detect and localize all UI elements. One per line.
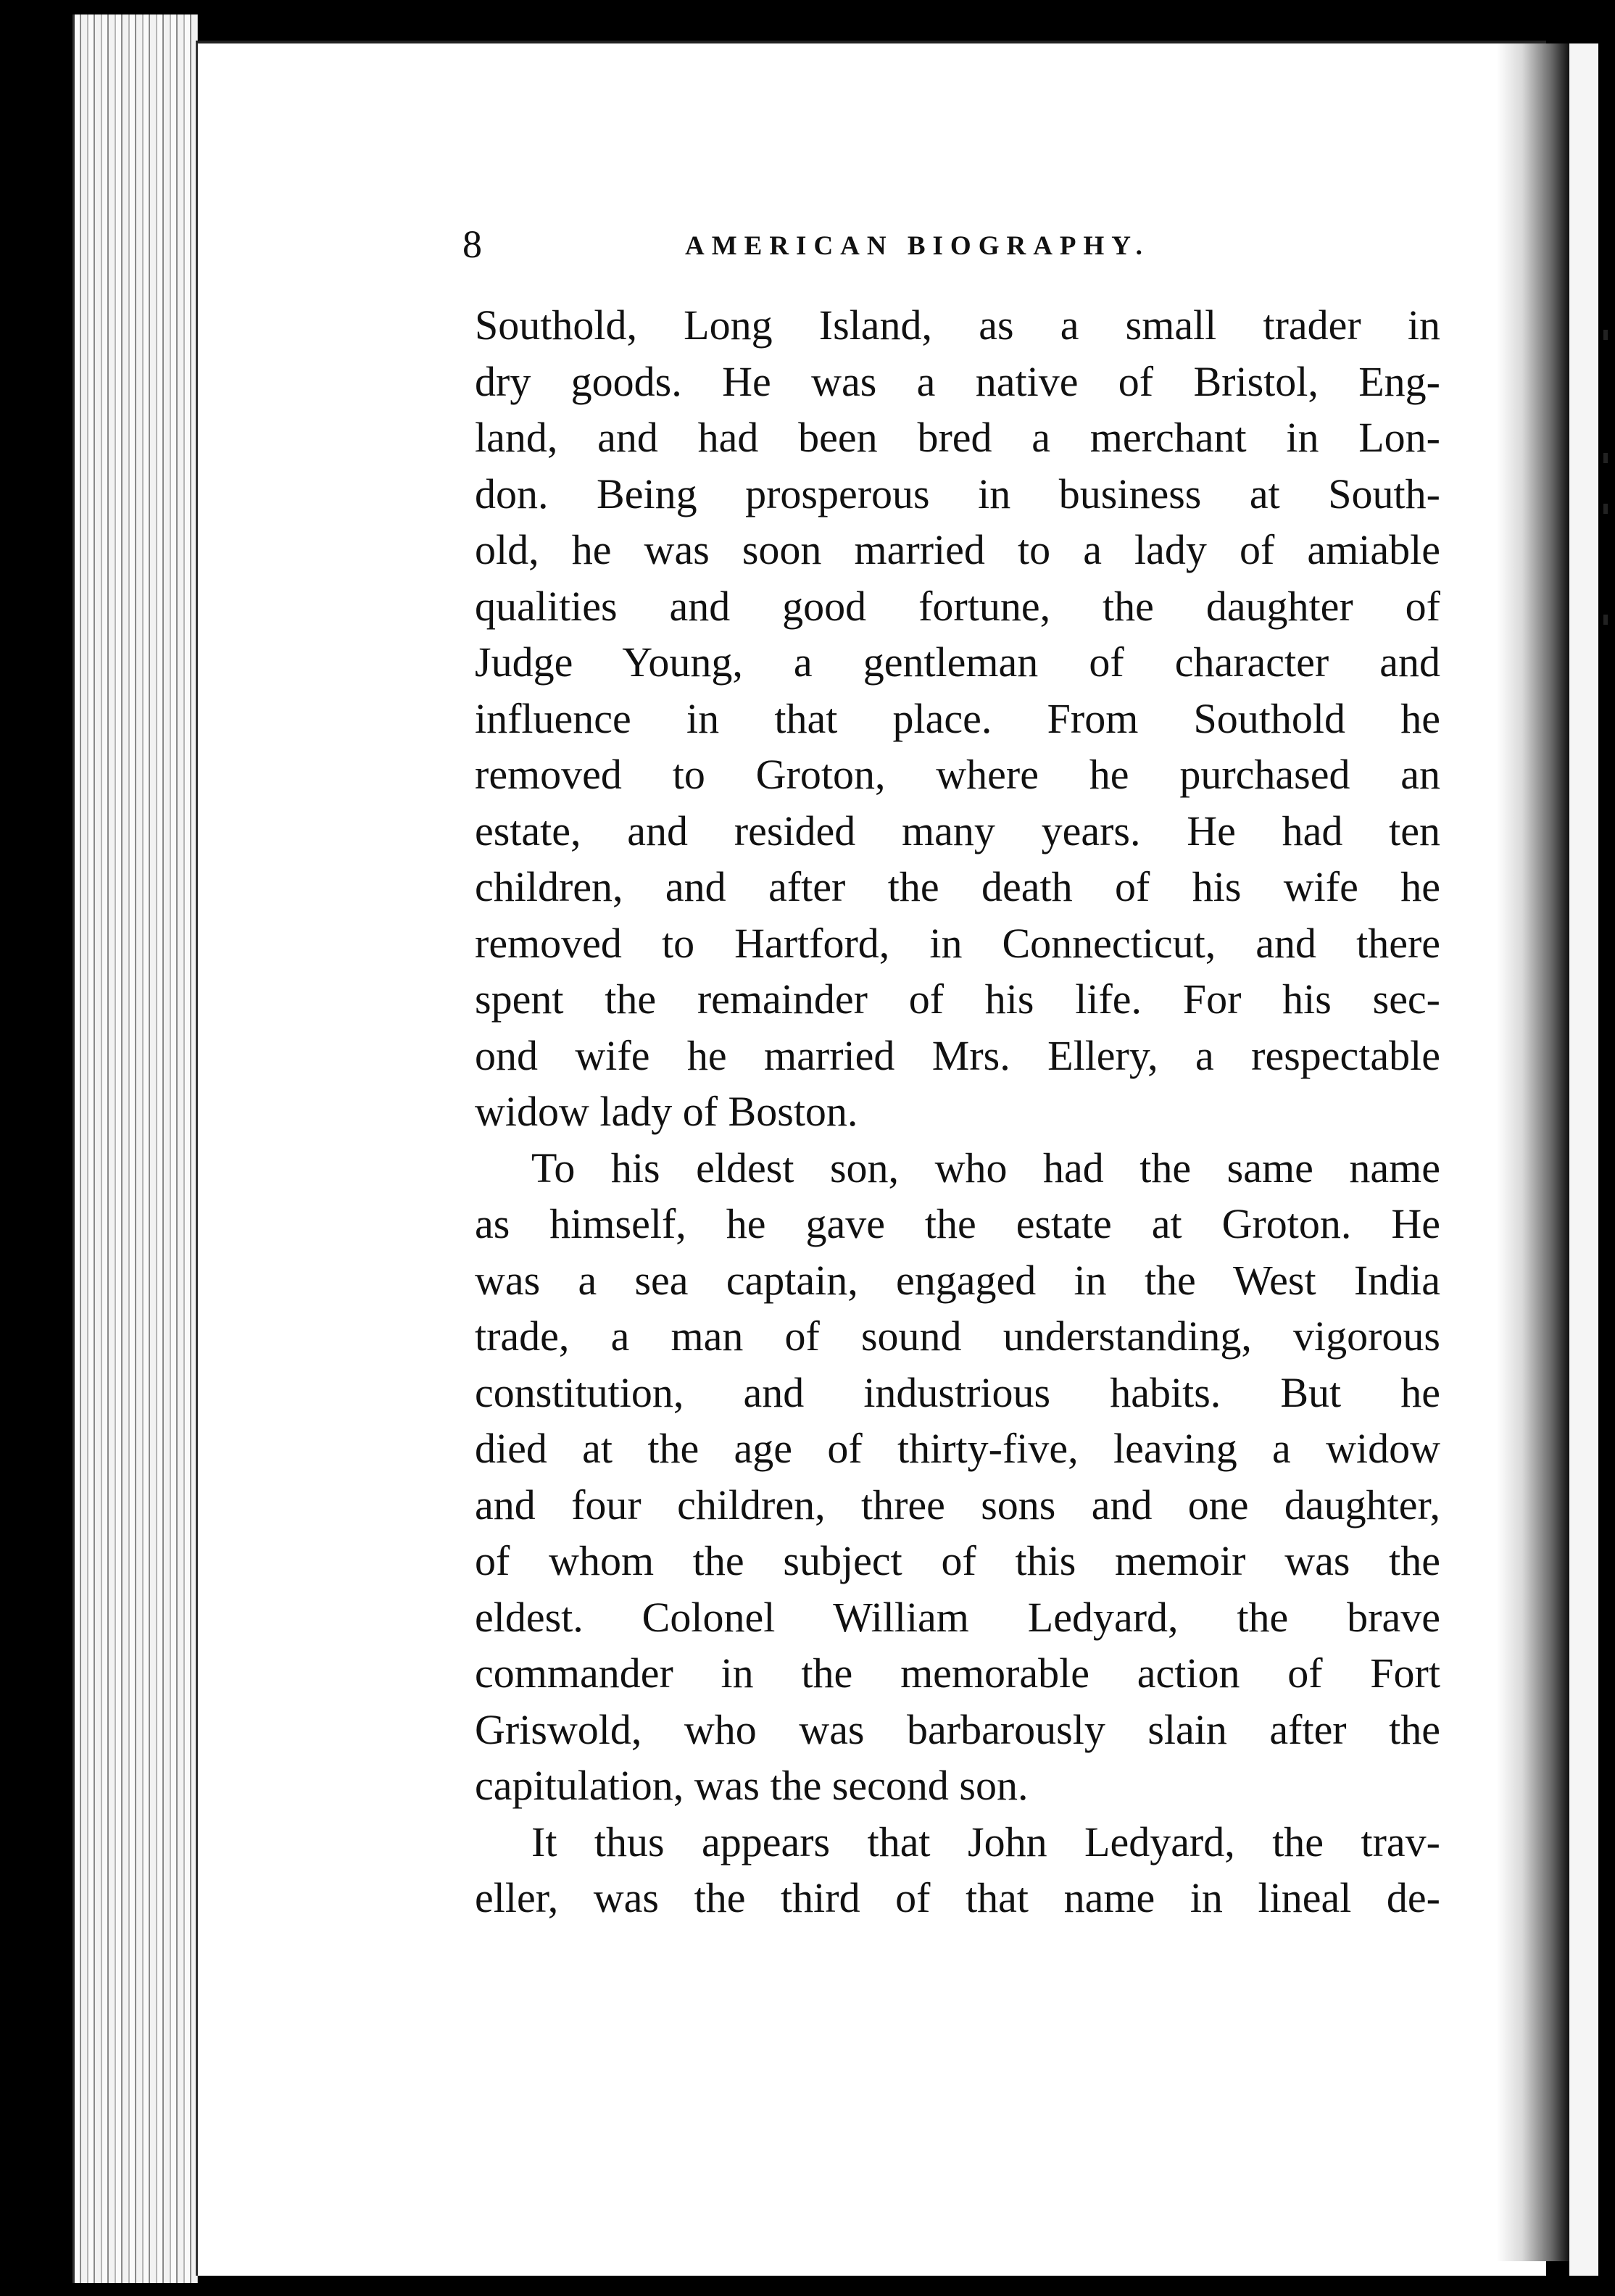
facing-page-mark (1603, 330, 1608, 340)
text-line: commander in the memorable action of Fort (475, 1650, 1440, 1697)
text-line: eldest. Colonel William Ledyard, the brave (475, 1593, 1440, 1641)
paragraph-3 (475, 1814, 1440, 1926)
text-line: spent the remainder of his life. For his sec- (475, 976, 1440, 1023)
text-line: estate, and resided many years. He had ten (475, 807, 1440, 854)
page-number: 8 (462, 222, 482, 266)
paragraph-2 (475, 1140, 1440, 1814)
text-line: children, and after the death of his wife he (475, 863, 1440, 910)
text-line: was a sea captain, engaged in the West India (475, 1256, 1440, 1304)
body-text (475, 297, 1440, 1926)
text-line: Griswold, who was barbarously slain after the (475, 1705, 1440, 1753)
text-line: qualities and good fortune, the daughter of (475, 582, 1440, 630)
facing-page-mark (1603, 453, 1608, 463)
stacked-page-edges (72, 14, 198, 2283)
text-line: removed to Hartford, in Connecticut, and there (475, 919, 1440, 967)
text-line: Judge Young, a gentleman of character and (475, 639, 1440, 686)
text-line: ond wife he married Mrs. Ellery, a respectable (475, 1031, 1440, 1079)
facing-page-fragment (1569, 43, 1598, 2276)
text-line: dry goods. He was a native of Bristol, Eng- (475, 357, 1440, 405)
text-line: and four children, three sons and one daughter, (475, 1481, 1440, 1528)
text-line: To his eldest son, who had the same name (531, 1144, 1440, 1191)
text-line: It thus appears that John Ledyard, the trav- (531, 1818, 1440, 1865)
gutter-shadow (1497, 43, 1569, 2261)
text-line: Southold, Long Island, as a small trader in (475, 301, 1440, 349)
text-line: old, he was soon married to a lady of amiable (475, 526, 1440, 573)
running-head-title: AMERICAN BIOGRAPHY. (685, 231, 1150, 261)
text-line: died at the age of thirty-five, leaving a widow (475, 1425, 1440, 1472)
text-line: don. Being prosperous in business at South- (475, 470, 1440, 517)
text-line: influence in that place. From Southold he (475, 694, 1440, 742)
text-line: removed to Groton, where he purchased an (475, 751, 1440, 798)
facing-page-mark (1603, 615, 1608, 625)
text-line: constitution, and industrious habits. But he (475, 1368, 1440, 1416)
text-line: land, and had been bred a merchant in Lon- (475, 414, 1440, 461)
text-line: capitulation, was the second son. (475, 1762, 1029, 1809)
text-line: trade, a man of sound understanding, vigorous (475, 1313, 1440, 1360)
text-line: of whom the subject of this memoir was the (475, 1537, 1440, 1584)
text-line: as himself, he gave the estate at Groton. He (475, 1200, 1440, 1247)
text-line: eller, was the third of that name in lineal de- (475, 1874, 1440, 1921)
paragraph-1 (475, 297, 1440, 1140)
facing-page-mark (1603, 504, 1608, 514)
text-line: widow lady of Boston. (475, 1088, 858, 1135)
